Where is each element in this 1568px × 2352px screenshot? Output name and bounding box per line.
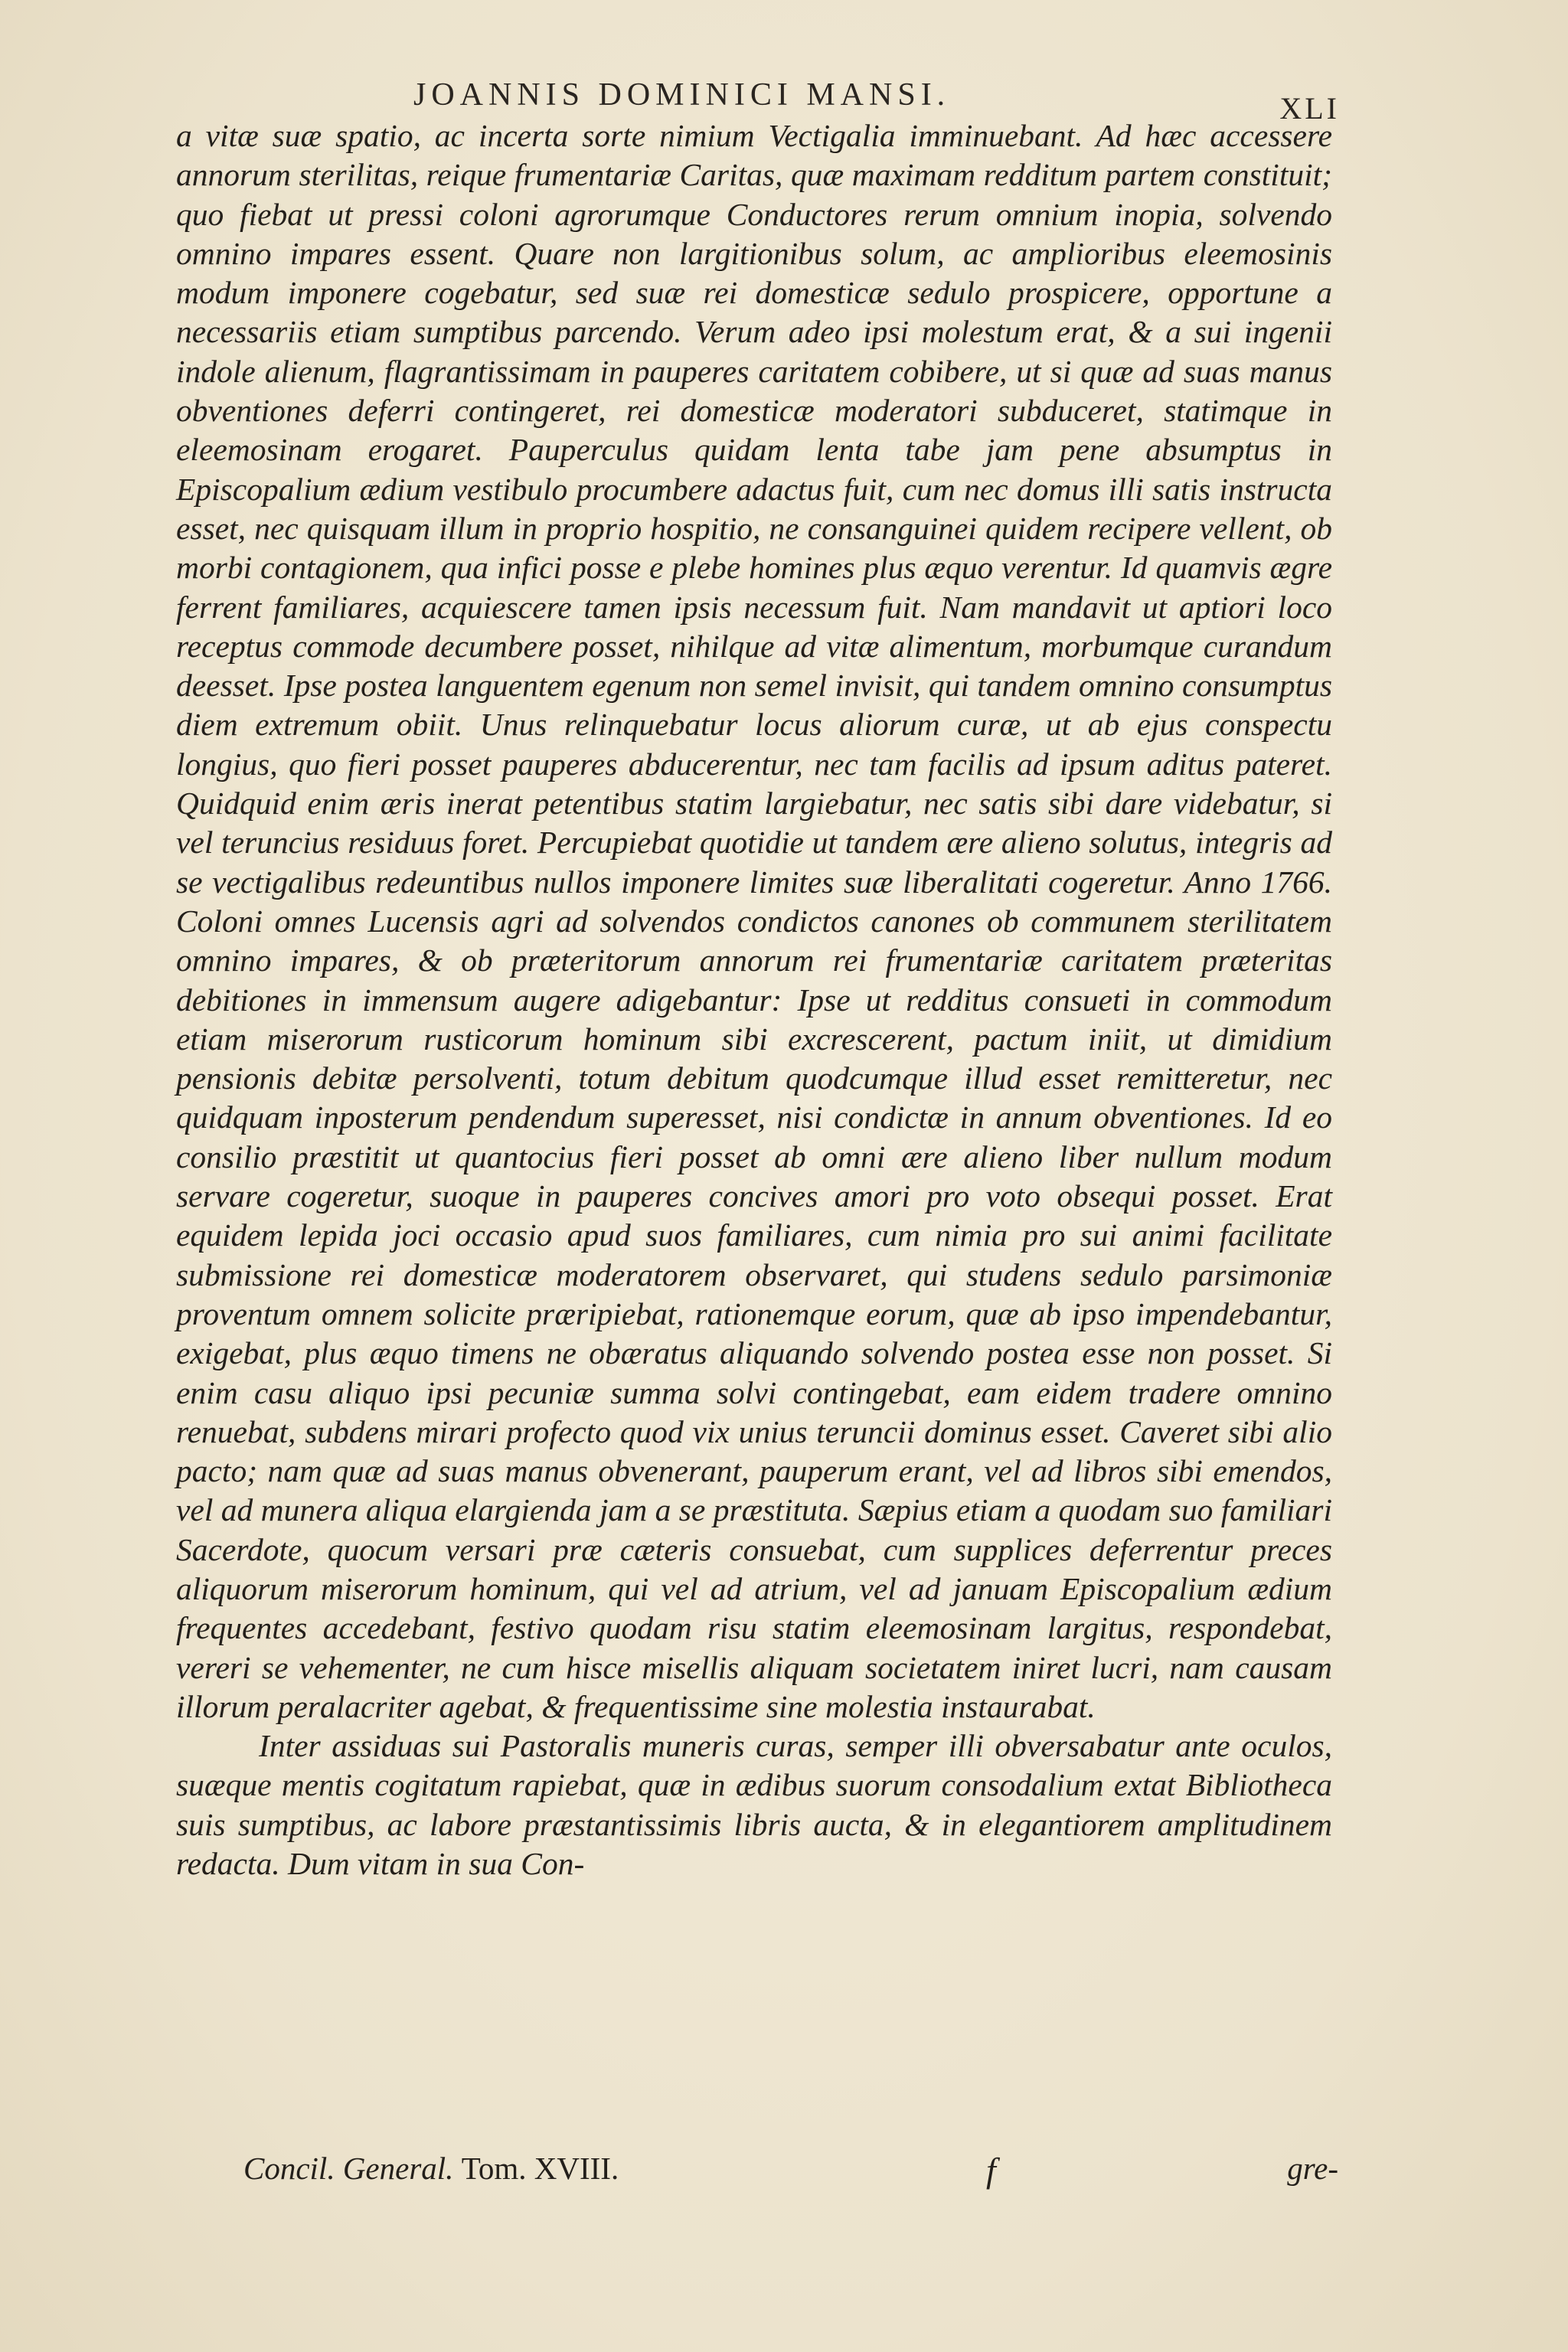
page-number: XLI <box>1279 91 1340 126</box>
paragraph-2: Inter assiduas sui Pastoralis muneris curas, semper illi obversabatur ante oculos, suæque mentis cogitatum rapiebat, quæ in ædibus suorum consodalium extat Bibliotheca suis sumptibus, ac labore præstantissimis libris aucta, & in elegantiorem amplitudinem redacta. Dum vitam in sua Con- <box>176 1728 1332 1882</box>
tome-number: Tom. XVIII. <box>461 2151 619 2186</box>
catchword: gre- <box>1287 2151 1338 2186</box>
page-footer <box>243 2150 1338 2196</box>
paragraph-1: a vitæ suæ spatio, ac incerta sorte nimium Vectigalia imminuebant. Ad hæc accessere annorum sterilitas, reique frumentariæ Caritas, quæ maximam redditum partem constituit; quo fiebat ut pressi coloni agrorumque Conductores rerum omnium inopia, solvendo omnino impares essent. Quare non largitionibus solum, ac amplioribus eleemosinis modum imponere cogebatur, sed suæ rei domesticæ sedulo prospicere, opportune a necessariis etiam sumptibus parcendo. Verum adeo ipsi molestum erat, & a sui ingenii indole alienum, flagrantissimam in pauperes caritatem cobibere, ut si quæ ad suas manus obventiones deferri contingeret, rei domesticæ moderatori subduceret, statimque in eleemosinam erogaret. Pauperculus quidam lenta tabe jam pene absumptus in Episcopalium ædium vestibulo procumbere adactus fuit, cum nec domus illi satis instructa esset, nec quisquam illum in proprio hospitio, ne consanguinei quidem recipere vellent, ob morbi contagionem, qua infici posse e plebe homines plus æquo verentur. Id quamvis ægre ferrent familiares, acquiescere tamen ipsis necessum fuit. Nam mandavit ut aptiori loco receptus commode decumbere posset, nihilque ad vitæ alimentum, morbumque curandum deesset. Ipse postea languentem egenum non semel invisit, qui tandem omnino consumptus diem extremum obiit. Unus relinquebatur locus aliorum curæ, ut ab ejus conspectu longius, quo fieri posset pauperes abducerentur, nec tam facilis ad ipsum aditus pateret. Quidquid enim æris inerat petentibus statim largiebatur, nec satis sibi dare videbatur, si vel teruncius residuus foret. Percupiebat quotidie ut tandem ære alieno solutus, integris ad se vectigalibus redeuntibus nullos imponere limites suæ liberalitati cogeretur. Anno 1766. Coloni omnes Lucensis agri ad solvendos condictos canones ob communem sterilitatem omnino impares, & ob præteritorum annorum rei frumentariæ caritatem præteritas debitiones in immensum augere adigebantur: Ipse ut redditus consueti in commodum etiam miserorum rusticorum hominum sibi excrescerent, pactum iniit, ut dimidium pensionis debitæ persolventi, totum debitum quodcumque illud esset remitteretur, nec quidquam inposterum pendendum superesset, nisi condictæ in annum obventiones. Id eo consilio præstitit ut quantocius fieri posset ab omni ære alieno liber nullum modum servare cogeretur, suoque in pauperes concives amori pro voto obsequi posset. Erat equidem lepida joci occasio apud suos familiares, cum nimia pro sui animi facilitate submissione rei domesticæ moderatorem observaret, qui studens sedulo parsimoniæ proventum omnem solicite præripiebat, rationemque eorum, quæ ab ipso impendebantur, exigebat, plus æquo timens ne obæratus aliquando solvendo postea esse non posset. Si enim casu aliquo ipsi pecuniæ summa solvi contingebat, eam eidem tradere omnino renuebat, subdens mirari profecto quod vix unius teruncii dominus esset. Caveret sibi alio pacto; nam quæ ad suas manus obvenerant, pauperum erant, vel ad libros sibi emendos, vel ad munera aliqua elargienda jam a se præstituta. Sæpius etiam a quodam suo familiari Sacerdote, quocum versari præ cæteris consuebat, cum supplices deferrentur preces aliquorum miserorum hominum, qui vel ad atrium, vel ad januam Episcopalium ædium frequentes accedebant, festivo quodam risu statim eleemosinam largitus, respondebat, vereri se vehementer, ne cum hisce misellis aliquam societatem iniret lucri, nam causam illorum peralacriter agebat, & frequentissime sine molestia instaurabat. <box>176 118 1332 1724</box>
running-title: JOANNIS DOMINICI MANSI. <box>413 77 951 113</box>
signature-mark: f <box>986 2151 996 2190</box>
signature-line <box>243 2150 619 2187</box>
collection-title: Concil. General. <box>243 2151 454 2186</box>
body-text <box>176 116 1332 1883</box>
